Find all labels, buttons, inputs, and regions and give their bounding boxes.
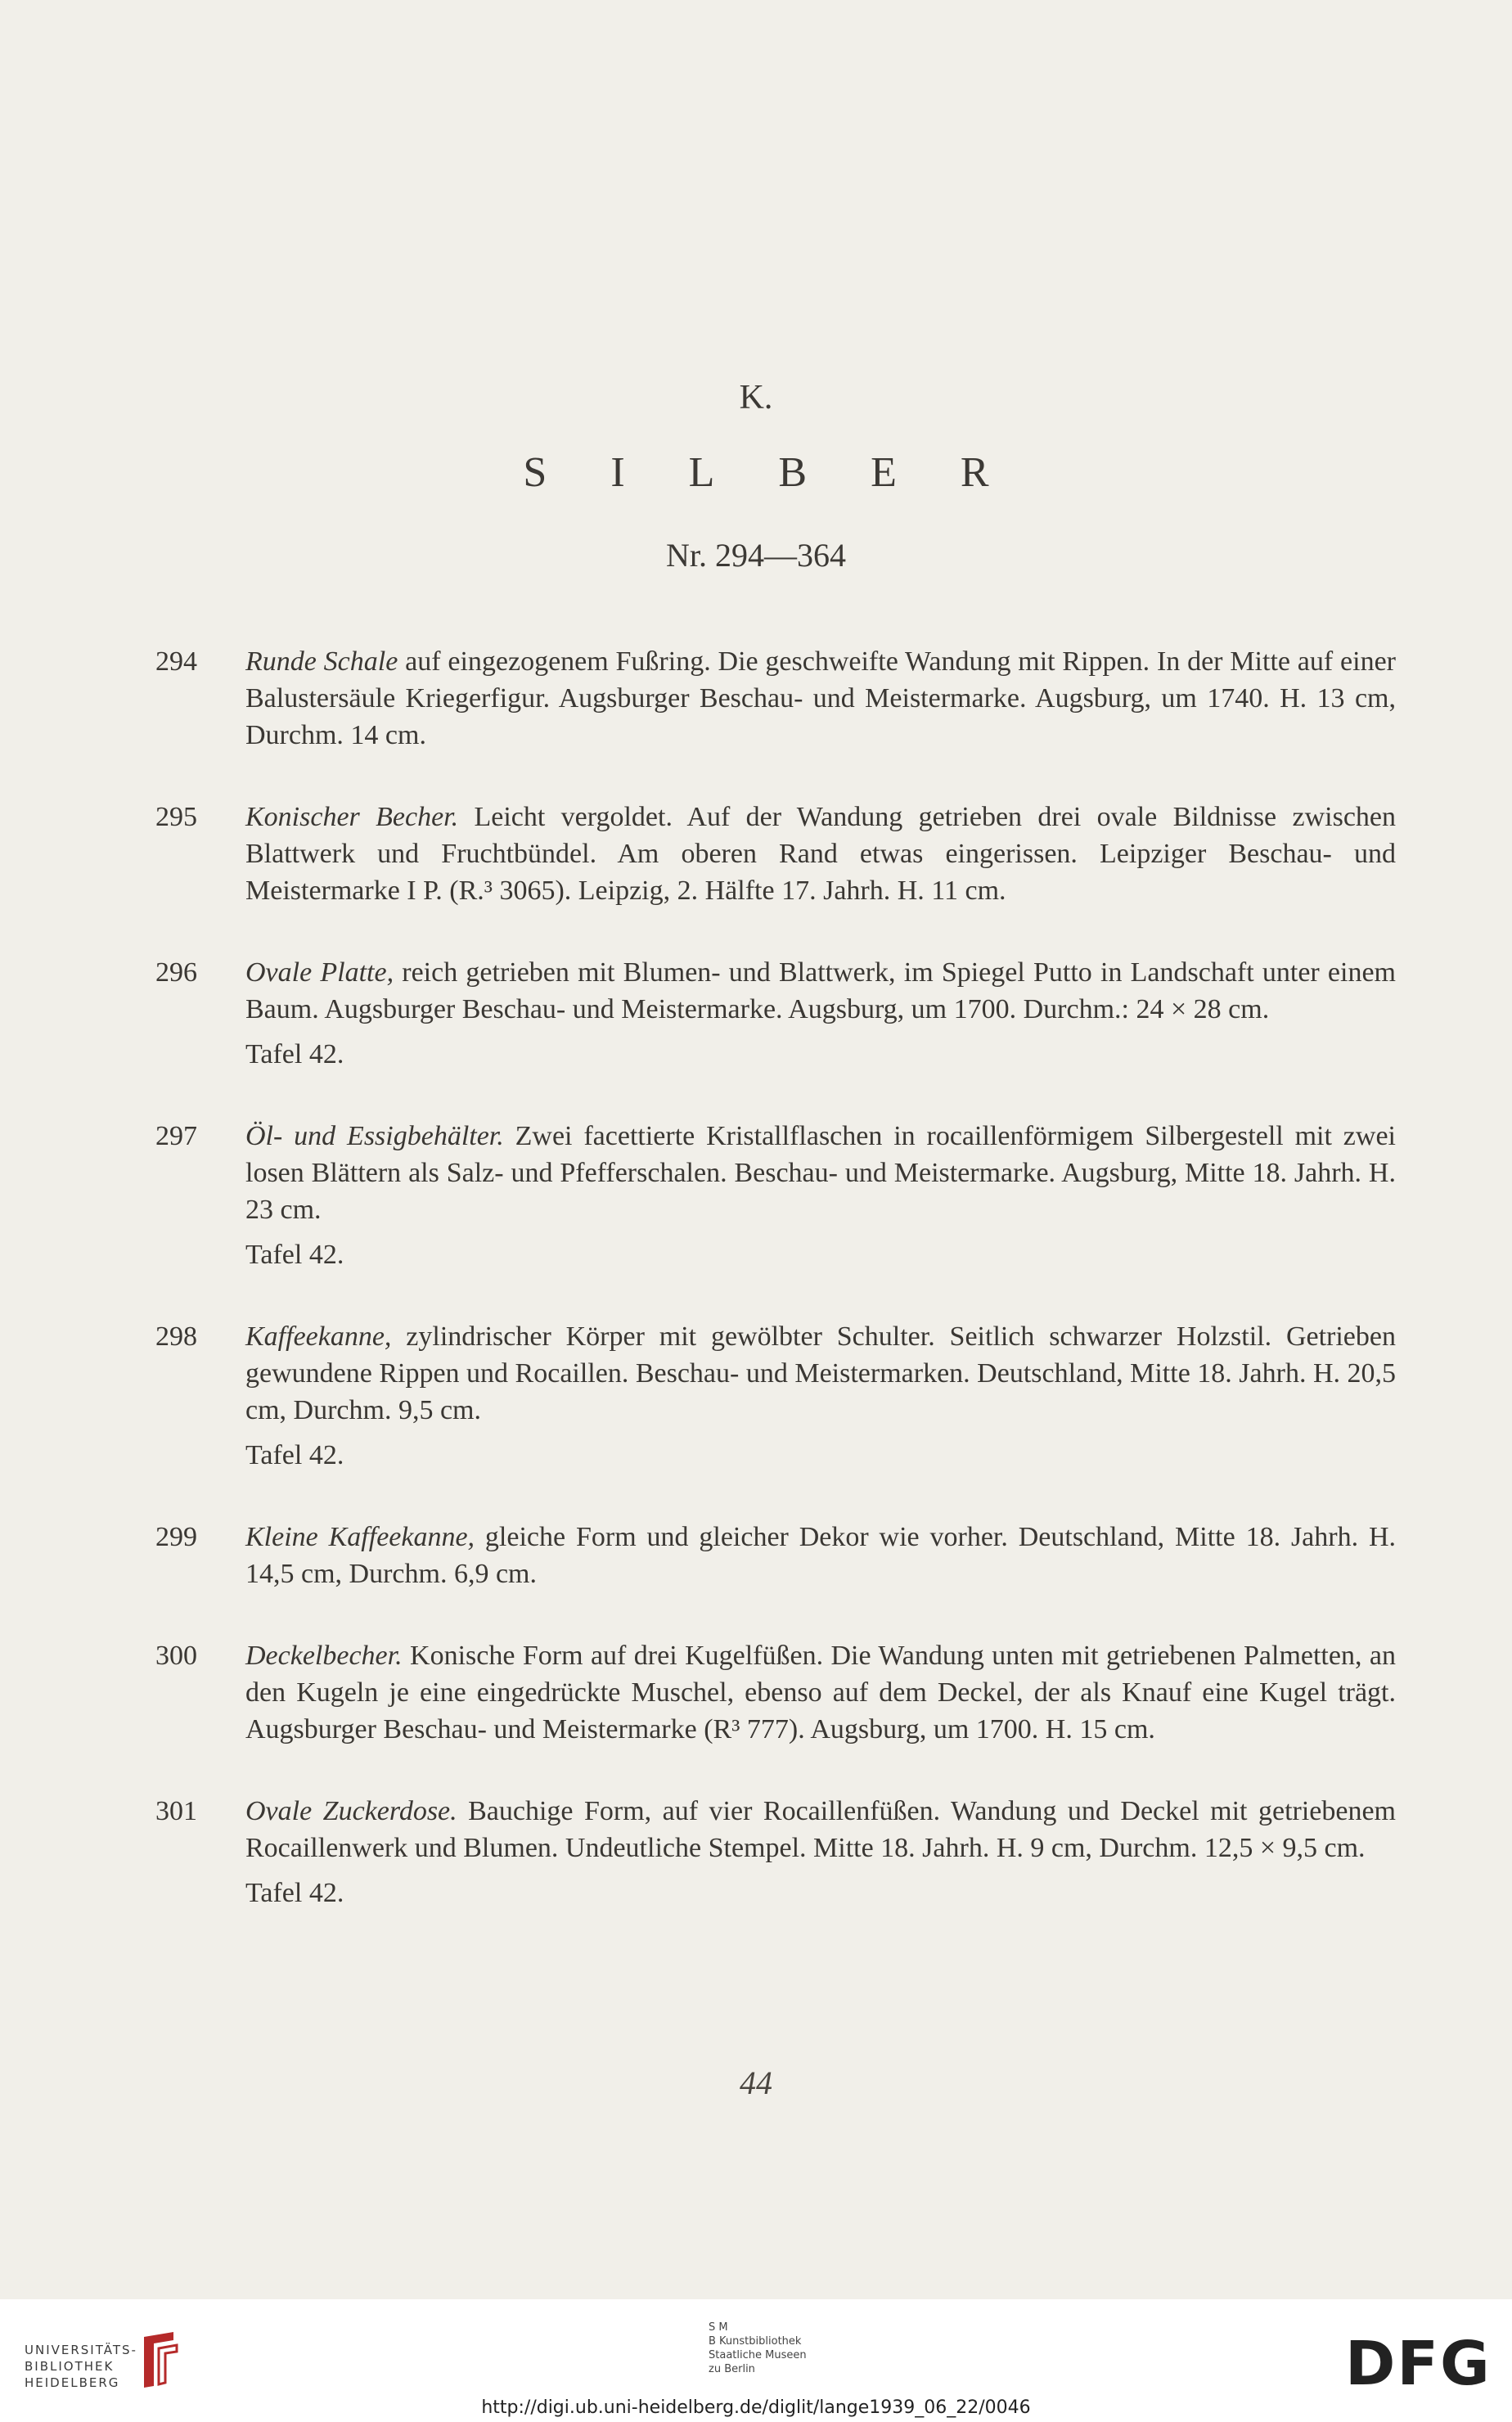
catalog-entry — [155, 799, 1396, 909]
entry-title: Kaffeekanne, — [245, 1321, 392, 1352]
catalog-entries — [155, 643, 1396, 1911]
entry-text: Konische Form auf drei Kugelfüßen. Die Wandung unten mit getriebenen Palmetten, an den Kugeln je eine eingedrückte Muschel, ebenso auf dem Deckel, der als Knauf eine Kugel trägt. Augsburger Beschau- und Meistermarke (R³ 777). Augsburg, um 1700. H. 15 cm. — [245, 1641, 1396, 1744]
catalog-entry — [155, 1318, 1396, 1474]
entry-number: 294 — [155, 646, 197, 677]
catalog-entry — [155, 1519, 1396, 1592]
entry-text: Zwei facettierte Kristallflaschen in rocaillenförmigem Silbergestell mit zwei losen Blättern als Salz- und Pfefferschalen. Beschau- und Meistermarke. Augsburg, Mitte 18. Jahrh. H. 23 cm. — [245, 1121, 1396, 1225]
smb-line: B Kunstbibliothek — [709, 2335, 802, 2348]
catalog-entry — [155, 1793, 1396, 1911]
section-letter: K. — [739, 379, 773, 416]
smb-kunstbibliothek-label[interactable] — [709, 2321, 807, 2376]
smb-line: zu Berlin — [709, 2363, 755, 2375]
entry-title: Deckelbecher. — [245, 1641, 403, 1671]
entry-number: 297 — [155, 1121, 197, 1151]
source-url-link[interactable]: http://digi.ub.uni-heidelberg.de/diglit/lange1939_06_22/0046 — [481, 2397, 1031, 2418]
section-range: Nr. 294—364 — [666, 537, 846, 574]
section-title: SILBER — [523, 449, 1053, 496]
entry-title: Konischer Becher. — [245, 802, 459, 832]
entry-text: Leicht vergoldet. Auf der Wandung getrieben drei ovale Bildnisse zwischen Blattwerk und Fruchtbündel. Am oberen Rand etwas eingerissen. Leipziger Beschau- und Meistermarke I P. (R.³ 3065). Leipzig, 2. Hälfte 17. Jahrh. H. 11 cm. — [245, 802, 1396, 906]
entry-text: gleiche Form und gleicher Dekor wie vorher. Deutschland, Mitte 18. Jahrh. H. 14,5 cm, Durchm. 6,9 cm. — [245, 1522, 1397, 1589]
entry-number: 300 — [155, 1641, 197, 1671]
entry-text: auf eingezogenem Fußring. Die geschweifte Wandung mit Rippen. In der Mitte auf einer Balustersäule Kriegerfigur. Augsburger Beschau- und Meistermarke. Augsburg, um 1740. H. 13 cm, Durchm. 14 cm. — [245, 646, 1396, 750]
dfg-logo[interactable]: DFG — [1345, 2329, 1492, 2399]
entry-text: reich getrieben mit Blumen- und Blattwerk, im Spiegel Putto in Landschaft unter einem Baum. Augsburger Beschau- und Meistermarke. Augsburg, um 1700. Durchm.: 24 × 28 cm. — [245, 957, 1396, 1024]
page-number: 44 — [740, 2064, 772, 2101]
catalog-entry — [155, 1637, 1396, 1748]
entry-number: 301 — [155, 1796, 197, 1826]
catalog-entry — [155, 1118, 1396, 1273]
entry-number: 298 — [155, 1321, 197, 1352]
university-line: HEIDELBERG — [25, 2375, 120, 2390]
smb-line: S M — [709, 2321, 728, 2334]
entry-text: zylindrischer Körper mit gewölbter Schulter. Seitlich schwarzer Holzstil. Getrieben gewundene Rippen und Rocaillen. Beschau- und Meistermarken. Deutschland, Mitte 18. Jahrh. H. 20,5 cm, Durchm. 9,5 cm. — [245, 1321, 1396, 1425]
university-line: BIBLIOTHEK — [25, 2359, 115, 2374]
entry-title: Ovale Platte, — [245, 957, 394, 988]
entry-title: Kleine Kaffeekanne, — [245, 1522, 475, 1552]
university-logo-icon — [137, 2329, 183, 2391]
plate-reference: Tafel 42. — [245, 1039, 344, 1069]
entry-number: 296 — [155, 957, 197, 988]
plate-reference: Tafel 42. — [245, 1440, 344, 1470]
university-library-label[interactable] — [25, 2342, 137, 2391]
entry-text: Bauchige Form, auf vier Rocaillenfüßen. Wandung und Deckel mit getriebenem Rocaillenwerk und Blumen. Undeutliche Stempel. Mitte 18. Jahrh. H. 9 cm, Durchm. 12,5 × 9,5 cm. — [245, 1796, 1396, 1863]
plate-reference: Tafel 42. — [245, 1240, 344, 1270]
entry-title: Öl- und Essigbehälter. — [245, 1121, 504, 1151]
entry-title: Runde Schale — [245, 646, 398, 677]
entry-number: 295 — [155, 802, 197, 832]
smb-line: Staatliche Museen — [709, 2349, 807, 2361]
entry-title: Ovale Zuckerdose. — [245, 1796, 457, 1826]
plate-reference: Tafel 42. — [245, 1878, 344, 1908]
catalog-entry — [155, 954, 1396, 1073]
university-line: UNIVERSITÄTS- — [25, 2343, 137, 2357]
entry-number: 299 — [155, 1522, 197, 1552]
catalog-entry — [155, 643, 1396, 754]
